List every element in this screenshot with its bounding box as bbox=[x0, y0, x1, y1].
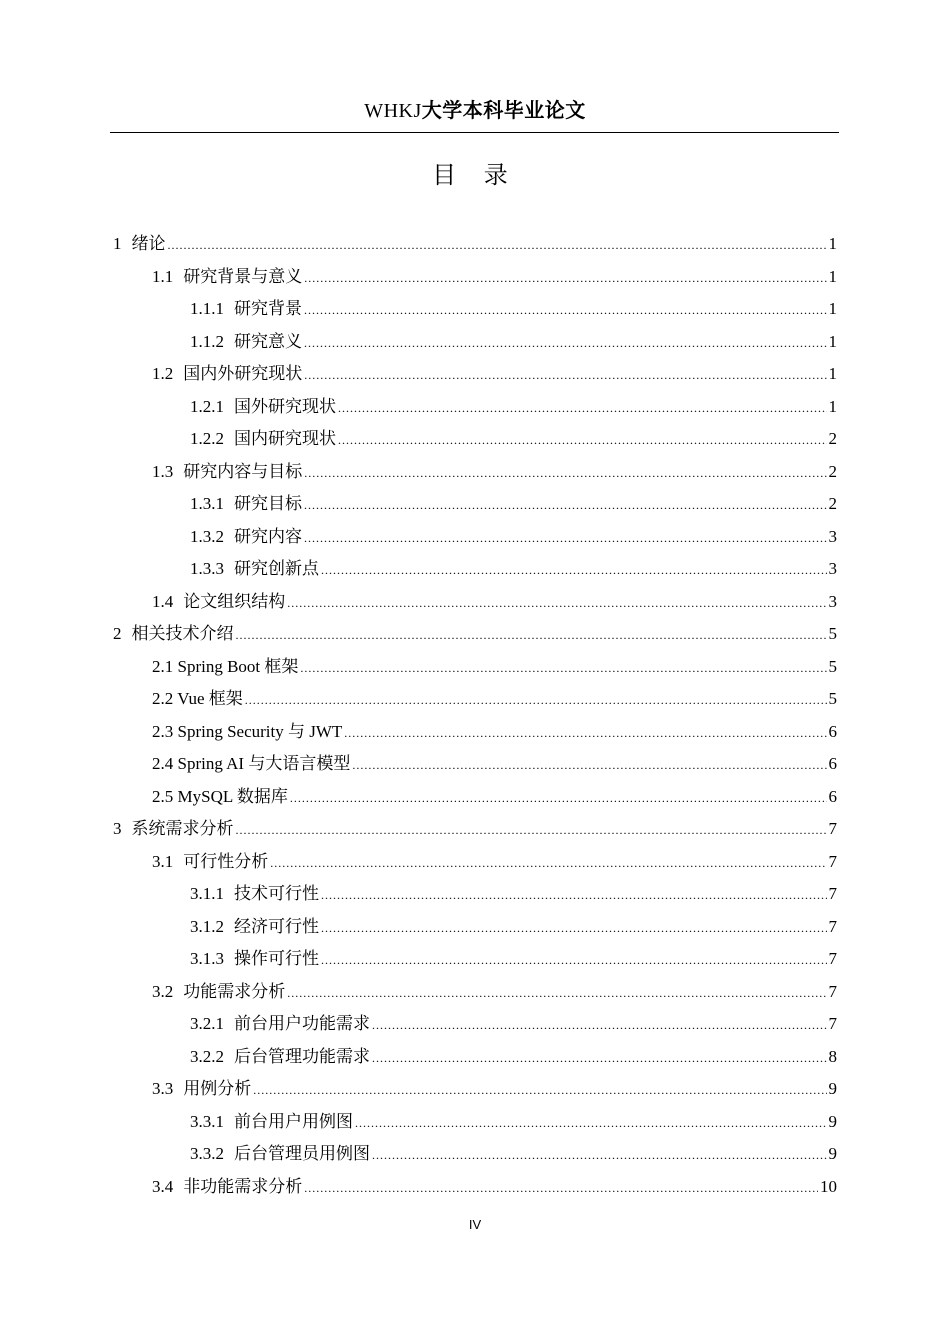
toc-entry-number: 3.1.2 bbox=[190, 916, 224, 936]
toc-entry-label: 2.2 Vue 框架 bbox=[152, 689, 243, 708]
toc-entry[interactable] bbox=[152, 684, 837, 716]
toc-entry-number: 3.3.2 bbox=[190, 1144, 224, 1163]
toc-entry-label: 论文组织结构 bbox=[183, 591, 286, 611]
toc-entry-number: 1.1.2 bbox=[190, 331, 224, 351]
toc-dot-leader bbox=[338, 433, 827, 448]
toc-entry[interactable] bbox=[190, 522, 837, 554]
toc-entry-label: 2.4 Spring AI 与大语言模型 bbox=[152, 754, 351, 773]
toc-entry-number: 1.1.1 bbox=[190, 299, 224, 318]
toc-entry-label: 功能需求分析 bbox=[183, 981, 286, 1001]
toc-entry-page: 7 bbox=[828, 916, 837, 936]
toc-dot-leader bbox=[304, 271, 826, 286]
toc-entry-page: 7 bbox=[828, 949, 837, 968]
toc-entry[interactable] bbox=[190, 554, 837, 586]
toc-entry-label: 技术可行性 bbox=[234, 884, 319, 903]
toc-entry-page: 3 bbox=[828, 591, 837, 611]
toc-dot-leader bbox=[270, 856, 826, 871]
toc-dot-leader bbox=[304, 336, 827, 351]
header-rule bbox=[110, 132, 839, 133]
toc-entry[interactable] bbox=[113, 229, 837, 261]
toc-entry-label: 非功能需求分析 bbox=[183, 1176, 303, 1196]
toc-entry-number: 3.4 bbox=[152, 1176, 174, 1196]
toc-entry[interactable] bbox=[190, 944, 837, 976]
running-header bbox=[0, 94, 950, 123]
toc-entry-number: 3.2.1 bbox=[190, 1014, 224, 1033]
toc-dot-leader bbox=[372, 1018, 827, 1033]
toc-entry[interactable] bbox=[152, 749, 837, 781]
toc-entry-page: 8 bbox=[828, 1046, 837, 1066]
toc-dot-leader bbox=[236, 628, 827, 643]
toc-entry-number: 3.2 bbox=[152, 981, 174, 1001]
toc-entry[interactable] bbox=[152, 1074, 837, 1106]
toc-entry[interactable] bbox=[152, 262, 837, 294]
toc-entry-page: 7 bbox=[828, 851, 837, 871]
toc-entry-label: 后台管理员用例图 bbox=[234, 1144, 370, 1163]
header-cjk: 大学本科毕业论文 bbox=[421, 98, 586, 122]
toc-entry[interactable] bbox=[152, 1172, 837, 1204]
toc-entry[interactable] bbox=[113, 814, 837, 846]
toc-dot-leader bbox=[245, 693, 827, 708]
toc-entry-label: 操作可行性 bbox=[234, 949, 319, 968]
toc-entry-number: 1.3.1 bbox=[190, 494, 224, 513]
toc-entry-page: 1 bbox=[828, 331, 837, 351]
toc-entry[interactable] bbox=[152, 847, 837, 879]
toc-dot-leader bbox=[253, 1083, 826, 1098]
toc-entry-label: 系统需求分析 bbox=[131, 819, 234, 838]
toc-entry[interactable] bbox=[152, 587, 837, 619]
toc-entry-label: 可行性分析 bbox=[183, 851, 269, 871]
toc-entry-label: 相关技术介绍 bbox=[131, 624, 234, 643]
toc-entry-number: 1.3 bbox=[152, 461, 174, 481]
toc-entry-label: 经济可行性 bbox=[234, 916, 319, 936]
toc-entry-page: 6 bbox=[828, 721, 837, 741]
toc-entry[interactable] bbox=[152, 652, 837, 684]
toc-entry-page: 7 bbox=[828, 884, 837, 903]
toc-entry-label: 研究意义 bbox=[234, 331, 302, 351]
toc-entry[interactable] bbox=[190, 1107, 837, 1139]
toc-dot-leader bbox=[321, 921, 827, 936]
toc-dot-leader bbox=[168, 238, 827, 253]
toc-entry-label: 研究内容 bbox=[234, 526, 302, 546]
toc-entry-page: 1 bbox=[828, 234, 837, 253]
toc-entry-page: 7 bbox=[828, 819, 837, 838]
toc-entry-page: 9 bbox=[828, 1079, 837, 1098]
toc-dot-leader bbox=[304, 1181, 818, 1196]
toc-dot-leader bbox=[287, 596, 826, 611]
toc-entry[interactable] bbox=[190, 1139, 837, 1171]
toc-entry-page: 5 bbox=[828, 656, 837, 676]
toc-entry-page: 6 bbox=[828, 786, 837, 806]
toc-dot-leader bbox=[352, 758, 826, 773]
toc-entry-number: 1.1 bbox=[152, 266, 174, 286]
toc-dot-leader bbox=[372, 1051, 827, 1066]
toc-entry-page: 10 bbox=[820, 1176, 837, 1196]
toc-entry-number: 1.2.1 bbox=[190, 396, 224, 416]
toc-entry[interactable] bbox=[152, 977, 837, 1009]
toc-entry-page: 9 bbox=[828, 1111, 837, 1131]
toc-entry-label: 用例分析 bbox=[183, 1079, 252, 1098]
page-number: IV bbox=[468, 1217, 482, 1232]
toc-entry-number: 1 bbox=[113, 234, 122, 253]
toc-entry[interactable] bbox=[152, 717, 837, 749]
toc-dot-leader bbox=[300, 661, 826, 676]
toc-entry[interactable] bbox=[190, 912, 837, 944]
header-latin: WHKJ bbox=[364, 100, 422, 122]
toc-entry-label: 2.3 Spring Security 与 JWT bbox=[152, 721, 343, 741]
toc-entry-number: 3.1 bbox=[152, 851, 174, 871]
toc-dot-leader bbox=[355, 1116, 827, 1131]
toc-entry-number: 1.3.2 bbox=[190, 526, 224, 546]
toc-entry-page: 3 bbox=[828, 559, 837, 578]
toc-dot-leader bbox=[338, 401, 827, 416]
toc-dot-leader bbox=[304, 466, 826, 481]
toc-entry-number: 3.1.3 bbox=[190, 949, 224, 968]
toc-entry[interactable] bbox=[190, 1009, 837, 1041]
toc-entry-number: 1.2.2 bbox=[190, 429, 224, 448]
toc-entry-page: 9 bbox=[828, 1144, 837, 1163]
toc-entry-number: 3.3.1 bbox=[190, 1111, 224, 1131]
toc-entry-number: 2 bbox=[113, 624, 122, 643]
toc-dot-leader bbox=[321, 953, 827, 968]
toc-dot-leader bbox=[321, 563, 827, 578]
toc-entry-page: 2 bbox=[828, 494, 837, 513]
toc-entry-label: 前台用户用例图 bbox=[234, 1111, 353, 1131]
toc-dot-leader bbox=[304, 531, 827, 546]
toc-entry-number: 1.2 bbox=[152, 364, 174, 383]
toc-entry[interactable] bbox=[152, 782, 837, 814]
toc-dot-leader bbox=[236, 823, 827, 838]
toc-entry[interactable] bbox=[190, 1042, 837, 1074]
toc-dot-leader bbox=[321, 888, 827, 903]
toc-entry-label: 研究背景与意义 bbox=[183, 266, 303, 286]
toc-entry-page: 1 bbox=[828, 266, 837, 286]
toc-dot-leader bbox=[304, 498, 827, 513]
toc-entry[interactable] bbox=[190, 424, 837, 456]
toc-entry-page: 6 bbox=[828, 754, 837, 773]
toc-entry-number: 3.1.1 bbox=[190, 884, 224, 903]
toc-entry-number: 1.3.3 bbox=[190, 559, 224, 578]
toc-entry-label: 研究背景 bbox=[234, 299, 302, 318]
toc-entry[interactable] bbox=[152, 359, 837, 391]
toc-entry-label: 研究创新点 bbox=[234, 559, 319, 578]
toc-entry-label: 研究目标 bbox=[234, 494, 302, 513]
toc-entry-page: 1 bbox=[828, 364, 837, 383]
toc-entry-label: 2.5 MySQL 数据库 bbox=[152, 786, 288, 806]
toc-entry-label: 国外研究现状 bbox=[234, 396, 336, 416]
toc-dot-leader bbox=[304, 303, 827, 318]
toc-entry-page: 3 bbox=[828, 526, 837, 546]
toc-entry-label: 2.1 Spring Boot 框架 bbox=[152, 656, 299, 676]
toc-entry-label: 前台用户功能需求 bbox=[234, 1014, 370, 1033]
toc-entry-number: 3 bbox=[113, 819, 122, 838]
toc-entry-number: 3.2.2 bbox=[190, 1046, 224, 1066]
toc-entry-label: 研究内容与目标 bbox=[183, 461, 303, 481]
toc-entry-page: 1 bbox=[828, 299, 837, 318]
toc-entry-page: 7 bbox=[828, 981, 837, 1001]
toc-entry[interactable] bbox=[113, 619, 837, 651]
toc-entry-page: 7 bbox=[828, 1014, 837, 1033]
toc-entry-page: 5 bbox=[828, 624, 837, 643]
toc-dot-leader bbox=[290, 791, 827, 806]
toc-entry-label: 后台管理功能需求 bbox=[234, 1046, 370, 1066]
toc-entry[interactable] bbox=[190, 294, 837, 326]
page-title: 目 录 bbox=[432, 161, 518, 189]
toc-entry[interactable] bbox=[190, 392, 837, 424]
toc-entry[interactable] bbox=[190, 879, 837, 911]
toc-entry-page: 5 bbox=[828, 689, 837, 708]
toc-entry-label: 绪论 bbox=[131, 234, 166, 253]
toc-entry[interactable] bbox=[190, 327, 837, 359]
toc-entry-page: 2 bbox=[828, 461, 837, 481]
toc-dot-leader bbox=[304, 368, 826, 383]
toc-entry-page: 2 bbox=[828, 429, 837, 448]
toc-dot-leader bbox=[287, 986, 826, 1001]
toc-entry-number: 1.4 bbox=[152, 591, 174, 611]
toc-dot-leader bbox=[344, 726, 826, 741]
toc-entry-label: 国内外研究现状 bbox=[183, 364, 303, 383]
toc-entry-page: 1 bbox=[828, 396, 837, 416]
toc-dot-leader bbox=[372, 1148, 827, 1163]
toc-entry[interactable] bbox=[190, 489, 837, 521]
toc-entry-label: 国内研究现状 bbox=[234, 429, 336, 448]
toc-entry-number: 3.3 bbox=[152, 1079, 174, 1098]
toc-entry[interactable] bbox=[152, 457, 837, 489]
